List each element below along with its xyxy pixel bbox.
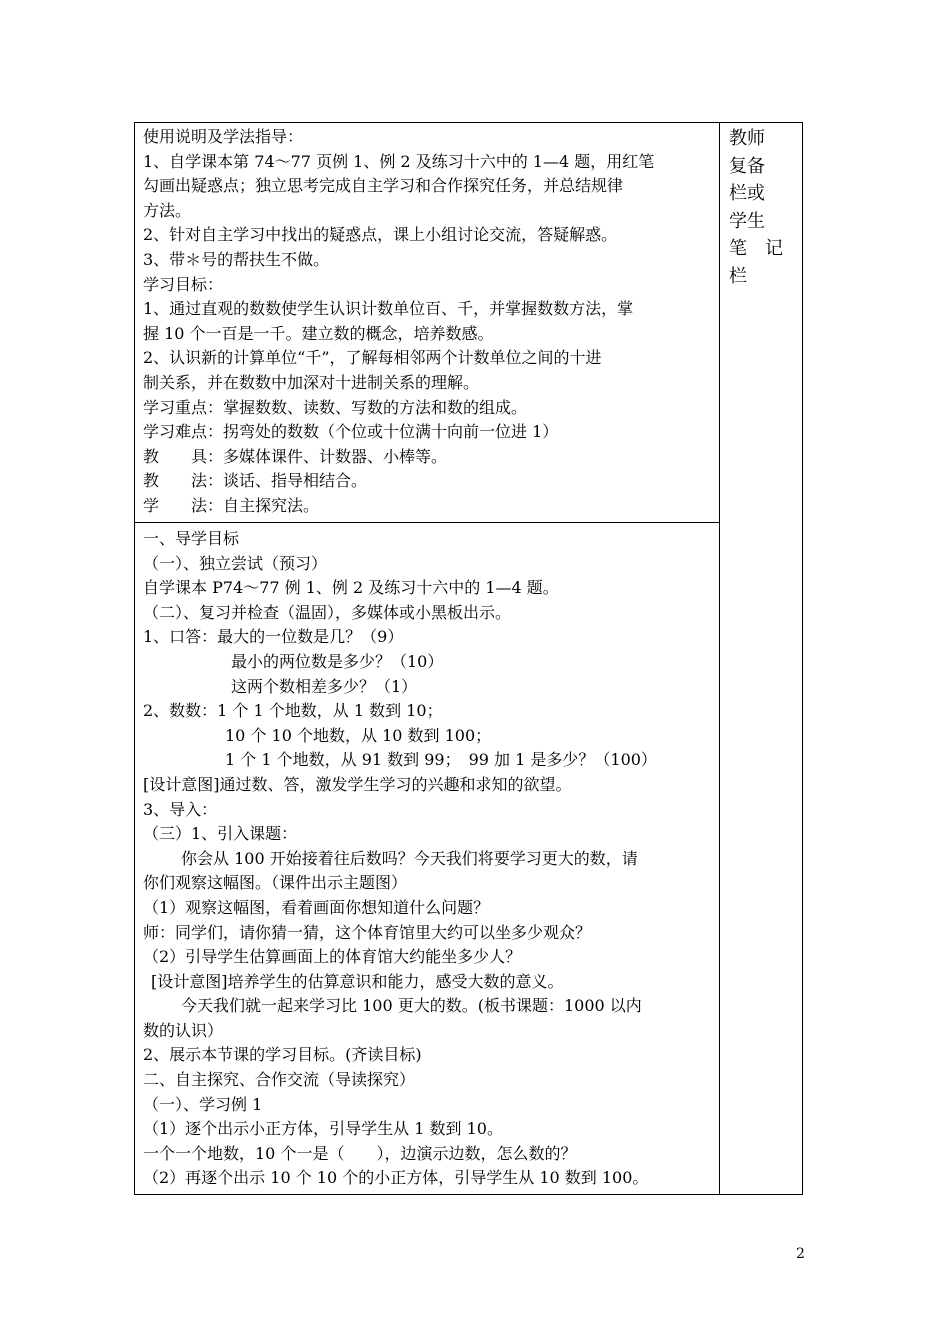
teacher-notes-column	[729, 125, 795, 290]
section-heading: 二、自主探究、合作交流（导读探究）	[143, 1070, 416, 1090]
side-label-line: 笔 记	[729, 238, 783, 259]
lesson-plan-table	[134, 122, 803, 1195]
text-line: 教 具：多媒体课件、计数器、小棒等。	[143, 446, 448, 466]
text-line: 这两个数相差多少？（1）	[231, 676, 418, 696]
text-line: （2）引导学生估算画面上的体育馆大约能坐多少人？	[143, 947, 522, 967]
text-line: （一）、学习例 1	[143, 1094, 263, 1114]
text-line: （1）逐个出示小正方体，引导学生从 1 数到 10。	[143, 1119, 503, 1139]
text-line: 最小的两位数是多少？（10）	[231, 651, 444, 671]
text-line: 今天我们就一起来学习比 100 更大的数。(板书课题：1000 以内	[181, 996, 642, 1016]
side-label-line: 学生	[729, 210, 765, 232]
text-line: 你会从 100 开始接着往后数吗？今天我们将要学习更大的数，请	[181, 848, 638, 868]
text-line: 2、展示本节课的学习目标。(齐读目标)	[143, 1045, 422, 1065]
text-line: （二）、复习并检查（温固），多媒体或小黑板出示。	[143, 602, 512, 622]
section-heading: 学习目标：	[143, 274, 224, 294]
row-divider	[135, 522, 719, 523]
lesson-process-cell	[143, 527, 715, 1191]
section-heading: 使用说明及学法指导：	[143, 127, 304, 146]
text-line: 学习难点：拐弯处的数数（个位或十位满十向前一位进 1）	[143, 422, 559, 442]
text-line: [设计意图]通过数、答，激发学生学习的兴趣和求知的欲望。	[143, 774, 572, 794]
page-number: 2	[796, 1246, 805, 1262]
text-line: 自学课本 P74～77 例 1、例 2 及练习十六中的 1—4 题。	[143, 578, 559, 598]
text-line: 数的认识）	[143, 1020, 224, 1040]
side-label-line: 复备	[729, 155, 765, 177]
text-line: 10 个 10 个地数，从 10 数到 100；	[225, 725, 492, 745]
side-label-line: 栏	[729, 265, 747, 287]
text-line: 1、自学课本第 74～77 页例 1、例 2 及练习十六中的 1—4 题，用红笔	[143, 151, 655, 171]
text-line: 1、口答：最大的一位数是几？（9）	[143, 627, 404, 647]
text-line: 1、通过直观的数数使学生认识计数单位百、千，并掌握数数方法，掌	[143, 299, 634, 319]
text-line: 制关系，并在数数中加深对十进制关系的理解。	[143, 372, 480, 392]
text-line: 勾画出疑惑点；独立思考完成自主学习和合作探究任务，并总结规律	[143, 176, 624, 196]
text-line: 2、针对自主学习中找出的疑惑点，课上小组讨论交流，答疑解惑。	[143, 225, 618, 245]
text-line: 师：同学们，请你猜一猜，这个体育馆里大约可以坐多少观众？	[143, 922, 592, 942]
side-label-line: 教师	[729, 128, 765, 149]
text-line: 3、导入：	[143, 799, 218, 819]
text-line: （三）1、引入课题：	[143, 824, 298, 844]
column-divider	[719, 123, 720, 1194]
text-line: 2、数数：1 个 1 个地数，从 1 数到 10；	[143, 701, 443, 721]
text-line: （一）、独立尝试（预习）	[143, 553, 328, 573]
text-line: 一个一个地数，10 个一是（ ），边演示边数，怎么数的？	[143, 1143, 577, 1163]
text-line: （2）再逐个出示 10 个 10 个的小正方体，引导学生从 10 数到 100。	[143, 1168, 649, 1188]
text-line: [设计意图]培养学生的估算意识和能力，感受大数的意义。	[151, 971, 564, 991]
text-line: 方法。	[143, 200, 192, 220]
text-line: 你们观察这幅图。（课件出示主题图）	[143, 873, 408, 893]
text-line: 学习重点：掌握数数、读数、写数的方法和数的组成。	[143, 397, 528, 417]
text-line: 3、带＊号的帮扶生不做。	[143, 249, 330, 269]
text-line: 学 法：自主探究法。	[143, 495, 320, 515]
text-line: 2、认识新的计算单位“千”，了解每相邻两个计数单位之间的十进	[143, 348, 602, 368]
text-line: 1 个 1 个地数，从 91 数到 99； 99 加 1 是多少？（100）	[225, 750, 657, 770]
side-label-line: 栏或	[729, 183, 765, 204]
text-line: 教 法：谈话、指导相结合。	[143, 471, 368, 491]
instructions-cell	[143, 125, 715, 519]
section-heading: 一、导学目标	[143, 529, 240, 548]
text-line: 握 10 个一百是一千。建立数的概念，培养数感。	[143, 323, 494, 343]
text-line: （1）观察这幅图，看着画面你想知道什么问题？	[143, 897, 490, 917]
